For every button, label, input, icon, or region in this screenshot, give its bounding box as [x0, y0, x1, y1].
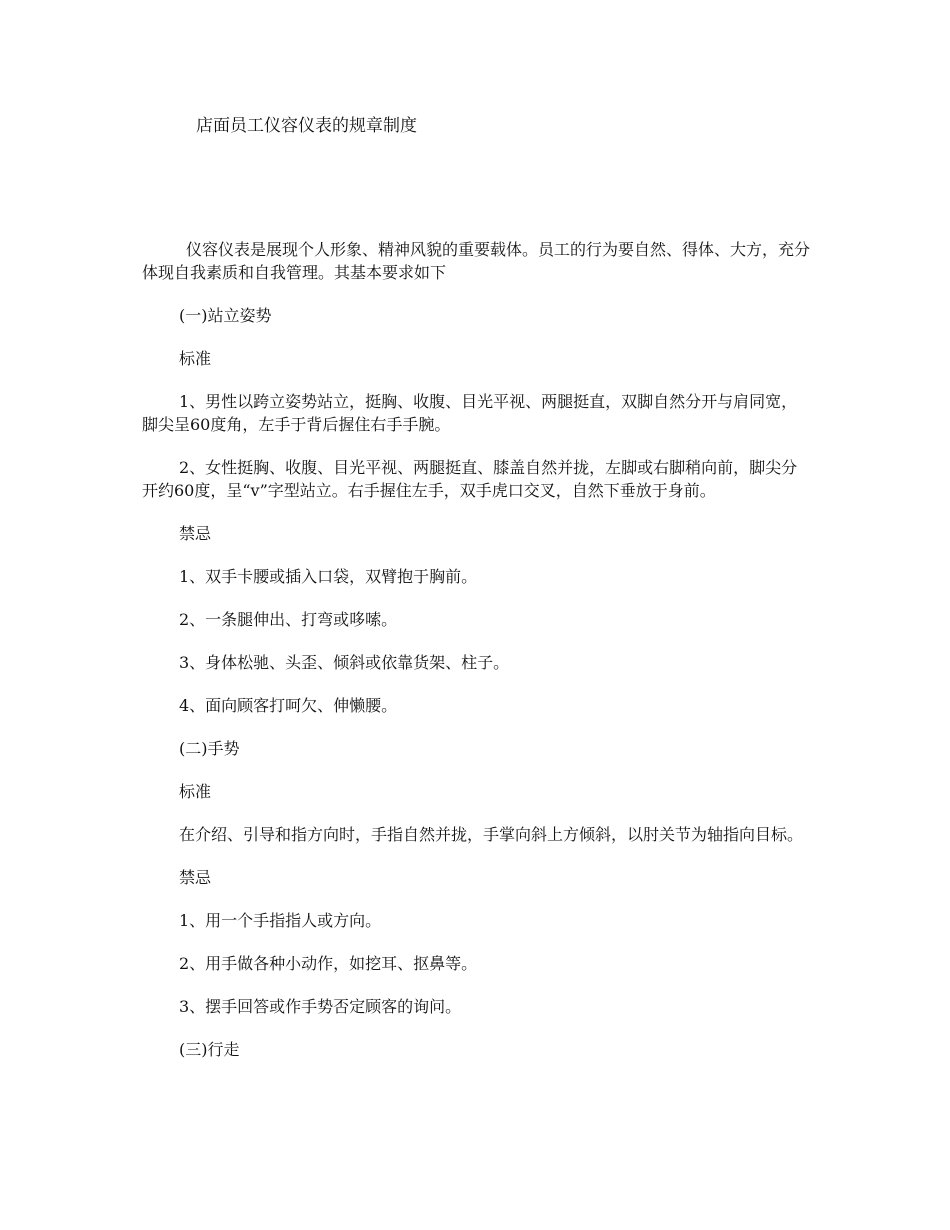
subheading-taboo: 禁忌	[179, 524, 212, 543]
document-body	[142, 238, 812, 1081]
paragraph: 3、摆手回答或作手势否定顾客的询问。	[179, 997, 462, 1016]
subheading-taboo: 禁忌	[179, 868, 212, 887]
intro-paragraph: 仪容仪表是展现个人形象、精神风貌的重要载体。员工的行为要自然、得体、大方，充分体现自我素质和自我管理。其基本要求如下	[142, 240, 811, 282]
paragraph: 1、男性以跨立姿势站立，挺胸、收腹、目光平视、两腿挺直，双脚自然分开与肩同宽，脚尖呈60度角，左手于背后握住右手手腕。	[142, 392, 798, 434]
paragraph: 3、身体松驰、头歪、倾斜或依靠货架、柱子。	[179, 653, 510, 672]
section-heading-walking: (三)行走	[179, 1040, 240, 1059]
document-title: 店面员工仪容仪表的规章制度	[196, 116, 417, 136]
paragraph: 在介绍、引导和指方向时，手指自然并拢，手掌向斜上方倾斜，以肘关节为轴指向目标。	[179, 825, 804, 844]
subheading-standard: 标准	[179, 782, 212, 801]
section-heading-gesture: (二)手势	[179, 739, 240, 758]
paragraph: 2、用手做各种小动作，如挖耳、抠鼻等。	[179, 954, 478, 973]
paragraph: 2、女性挺胸、收腹、目光平视、两腿挺直、膝盖自然并拢，左脚或右脚稍向前，脚尖分开约60度，呈“v”字型站立。右手握住左手，双手虎口交叉，自然下垂放于身前。	[142, 458, 798, 500]
paragraph: 1、双手卡腰或插入口袋，双臂抱于胸前。	[179, 567, 478, 586]
subheading-standard: 标准	[179, 349, 212, 368]
paragraph: 2、一条腿伸出、打弯或哆嗦。	[179, 610, 398, 629]
paragraph: 4、面向顾客打呵欠、伸懒腰。	[179, 696, 398, 715]
section-heading-standing: (一)站立姿势	[179, 306, 272, 325]
paragraph: 1、用一个手指指人或方向。	[179, 911, 382, 930]
